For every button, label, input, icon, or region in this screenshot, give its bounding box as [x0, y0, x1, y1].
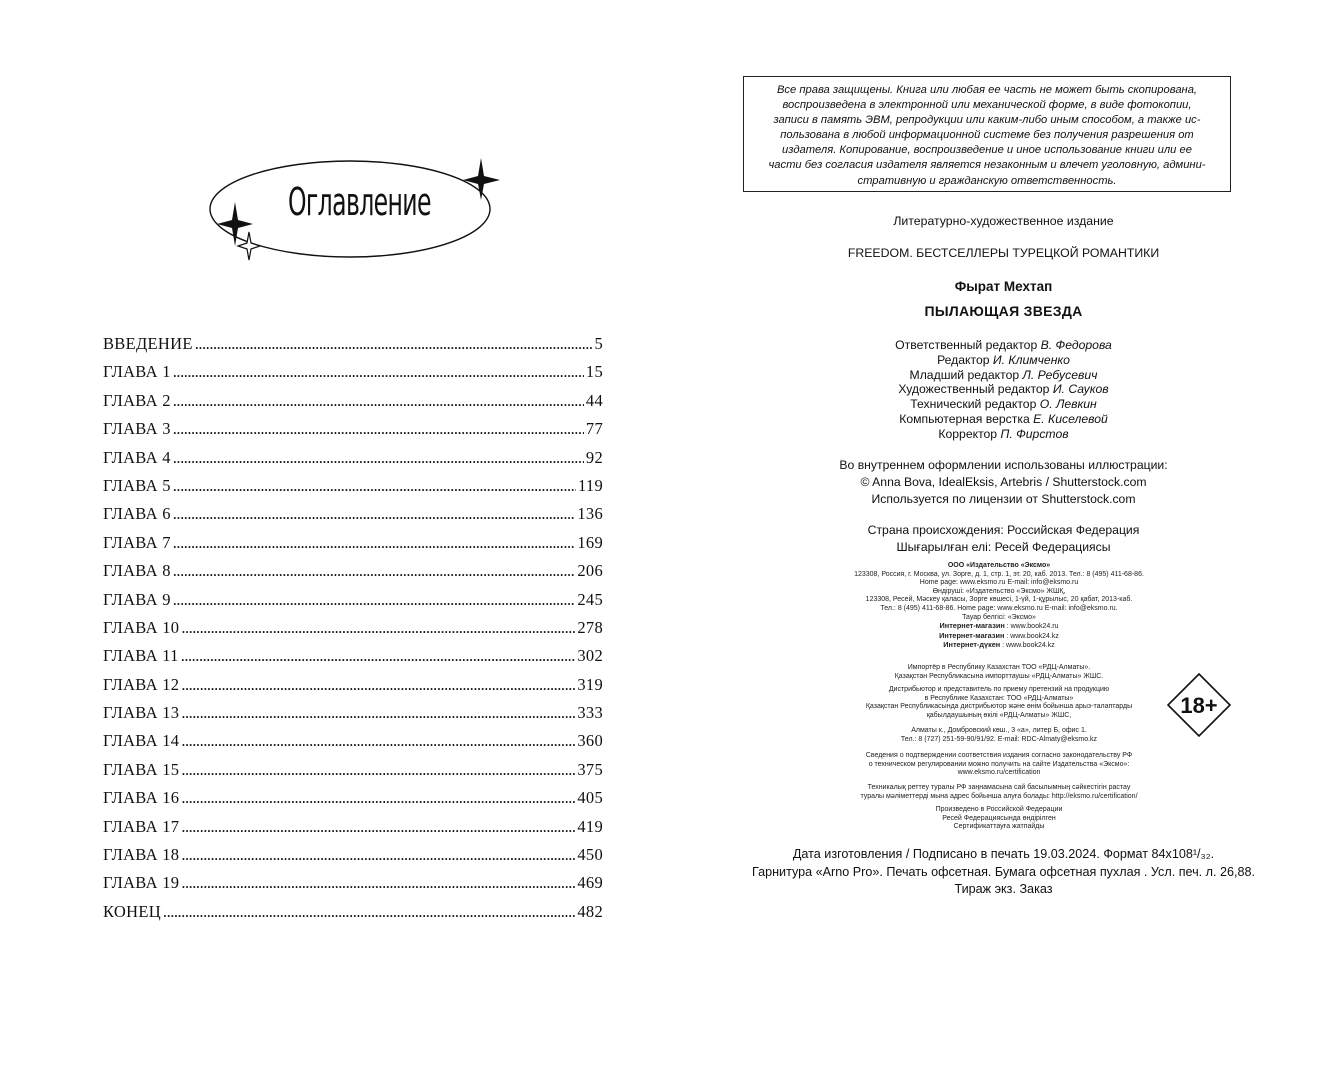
age-rating-badge [1166, 672, 1232, 738]
distributor-line: Қазақстан Республикасында дистрибьютор және өнім бойынша арыз-талаптарды [865, 703, 1133, 711]
certification-kz-line: туралы мәліметтерді мына адрес бойынша алуға болады: http://eksmo.ru/certification/ [860, 792, 1138, 800]
toc-leader-dots [181, 817, 575, 837]
distributor-line: в Республике Казахстан: ТОО «РДЦ-Алматы» [924, 694, 1074, 702]
toc-leader-dots [181, 788, 575, 808]
toc-leader-dots [173, 476, 576, 496]
toc-entry-label: ГЛАВА 15 [103, 759, 180, 779]
toc-entry-label: ГЛАВА 11 [103, 646, 179, 666]
credit-name: Е. Киселевой [1033, 411, 1108, 426]
toc-entry-label: ГЛАВА 9 [103, 589, 171, 609]
copyright-line: стративную и гражданскую ответственность. [857, 174, 1117, 187]
illustrations-line: © Anna Bova, IdealEksis, Artebris / Shutterstock.com [860, 474, 1147, 489]
print-info-line: Гарнитура «Arno Pro». Печать офсетная. Бумага офсетная пухлая . Усл. печ. л. 26,88. [751, 864, 1256, 879]
toc-entry-page: 419 [577, 816, 603, 836]
copyright-line: части без согласия издателя является незаконным и влечет уголовную, админи- [768, 159, 1206, 172]
importer-line: Импортёр в Республику Казахстан ТОО «РДЦ-Алматы». [907, 664, 1091, 671]
distributor-info [799, 686, 1199, 720]
toc-entry-page: 319 [577, 674, 603, 694]
toc-entry [103, 334, 603, 362]
toc-leader-dots [163, 902, 575, 922]
toc-entry-label: ГЛАВА 8 [103, 561, 171, 581]
credit-name: Л. Ребусевич [1022, 367, 1098, 382]
credit-name: В. Федорова [1040, 338, 1112, 352]
toc-entry [103, 476, 603, 504]
credits-list [669, 338, 1338, 442]
credit-role: Технический редактор [910, 397, 1037, 412]
toc-leader-dots [173, 419, 584, 439]
sparkle-star-outline-icon [238, 232, 260, 260]
publisher-line: 123308, Ресей, Мәскеу қаласы, Зорге көшесі, 1-үй, 1-құрылыс, 20 қабат, 2013-каб. [865, 596, 1133, 604]
toc-entry-label: ГЛАВА 12 [103, 674, 180, 694]
credit-line [669, 412, 1338, 427]
toc-entry [103, 419, 603, 447]
toc-entry [103, 703, 603, 731]
credit-role: Художественный редактор [898, 382, 1050, 397]
toc-leader-dots [181, 873, 575, 893]
production-line: Сертификаттауға жатпайды [953, 823, 1045, 831]
series-name: FREEDOM. БЕСТСЕЛЛЕРЫ ТУРЕЦКОЙ РОМАНТИКИ [847, 246, 1160, 260]
toc-entry-page: 278 [577, 617, 603, 637]
publisher-info [799, 562, 1199, 651]
toc-entry-label: ГЛАВА 14 [103, 731, 180, 751]
toc-entry-page: 482 [577, 901, 603, 921]
credit-role: Ответственный редактор [895, 338, 1038, 352]
print-details [669, 846, 1338, 899]
production-line: Ресей Федерациясында өндірілген [942, 814, 1056, 822]
credit-name: П. Фирстов [1000, 426, 1069, 441]
toc-entry-label: ГЛАВА 1 [103, 362, 171, 382]
toc-entry [103, 731, 603, 759]
toc-entry [103, 561, 603, 589]
toc-entry [103, 646, 603, 674]
toc-entry [103, 533, 603, 561]
toc-entry-page: 333 [577, 703, 603, 723]
toc-leader-dots [173, 590, 576, 610]
toc-leader-dots [181, 731, 575, 751]
toc-entry-label: ГЛАВА 19 [103, 873, 180, 893]
distributor-line: қабылдаушының өкілі «РДЦ-Алматы» ЖШС, [926, 711, 1072, 719]
toc-entry [103, 788, 603, 816]
toc-entry-label: ГЛАВА 3 [103, 419, 171, 439]
toc-entry [103, 675, 603, 703]
credit-role: Младший редактор [909, 367, 1020, 382]
toc-leader-dots [173, 504, 576, 524]
online-shop-label: Интернет-магазин [939, 621, 1005, 631]
credit-line [669, 338, 1338, 353]
certification-kz-line: Техникалық реттеу туралы РФ заңнамасына сай басылымның сәйкестігін растау [867, 784, 1131, 791]
table-of-contents [103, 334, 603, 930]
credit-line [669, 382, 1338, 397]
illustrations-credit [669, 457, 1338, 507]
toc-entry-page: 450 [577, 845, 603, 865]
toc-entry-page: 169 [577, 532, 603, 552]
importer-info [799, 664, 1199, 681]
toc-leader-dots [173, 533, 576, 553]
toc-leader-dots [181, 618, 575, 638]
toc-entry [103, 391, 603, 419]
copyright-line: Все права защищены. Книга или любая ее часть не может быть скопирована, [776, 84, 1198, 96]
toc-entry-page: 15 [585, 362, 603, 382]
production-line: Произведено в Российской Федерации [935, 806, 1063, 813]
toc-entry [103, 902, 603, 930]
toc-leader-dots [181, 760, 575, 780]
toc-leader-dots [195, 334, 593, 354]
toc-leader-dots [181, 646, 576, 666]
credit-name: О. Левкин [1039, 397, 1097, 412]
toc-entry-label: ВВЕДЕНИЕ [103, 334, 193, 353]
copyright-notice [743, 76, 1231, 192]
certification-line: www.eksmo.ru/certification [957, 769, 1041, 777]
copyright-line: пользована в любой информационной системе без получения разрешения от [780, 129, 1194, 142]
toc-entry-page: 375 [577, 759, 603, 779]
age-rating-label: 18+ [1180, 693, 1218, 718]
toc-entry [103, 618, 603, 646]
online-shop-url: : www.book24.ru [1004, 623, 1059, 631]
toc-entry-page: 77 [585, 419, 603, 439]
toc-entry-page: 245 [577, 589, 603, 609]
production-info [799, 806, 1199, 832]
certification-info [799, 752, 1199, 778]
right-page [669, 0, 1338, 1080]
toc-entry [103, 873, 603, 901]
toc-entry-label: КОНЕЦ [103, 901, 161, 921]
toc-entry [103, 504, 603, 532]
toc-title: Оглавление [288, 180, 431, 224]
print-info-line: Тираж экз. Заказ [954, 882, 1053, 896]
toc-entry [103, 760, 603, 788]
country-of-origin [669, 522, 1338, 556]
online-shop-line [799, 641, 1199, 651]
toc-entry-label: ГЛАВА 16 [103, 788, 180, 808]
toc-entry-page: 44 [585, 390, 603, 410]
toc-entry-label: ГЛАВА 17 [103, 816, 180, 836]
toc-entry-page: 92 [585, 447, 603, 467]
toc-leader-dots [181, 845, 575, 865]
copyright-line: издателя. Копирование, воспроизведение и иное использование книги или ее [782, 144, 1192, 157]
credit-line [669, 368, 1338, 383]
print-info-line: Дата изготовления / Подписано в печать 19.03.2024. Формат 84x108¹/₃₂. [792, 847, 1215, 861]
toc-entry [103, 845, 603, 873]
certification-line: Сведения о подтверждении соответствия издания согласно законодательству РФ [865, 752, 1133, 759]
online-shop-url: : www.book24.kz [1004, 632, 1059, 640]
toc-entry [103, 362, 603, 390]
toc-leader-dots [173, 362, 584, 382]
publisher-line: Home page: www.eksmo.ru E-mail: info@eksmo.ru [919, 579, 1079, 587]
publisher-line: Тел.: 8 (495) 411-68-86. Home page: www.eksmo.ru E-mail: info@eksmo.ru. [880, 604, 1118, 612]
address-line: Тел.: 8 (727) 251-59-90/91/92. E-mail: RDC-Almaty@eksmo.kz [900, 735, 1098, 743]
toc-entry-page: 136 [577, 504, 603, 524]
toc-entry-page: 469 [577, 873, 603, 893]
online-shop-label: Интернет-дүкен [943, 640, 1001, 650]
toc-leader-dots [173, 448, 584, 468]
toc-leader-dots [181, 703, 575, 723]
toc-entry-page: 119 [577, 475, 603, 495]
publisher-line: 123308, Россия, г. Москва, ул. Зорге, д. 1, стр. 1, эт. 20, каб. 2013. Тел.: 8 (495) 411-68-86. [854, 570, 1144, 578]
certification-line: о техническом регулировании можно получить на сайте Издательства «Эксмо»: [868, 760, 1130, 768]
toc-leader-dots [173, 561, 576, 581]
edition-type: Литературно-художественное издание [893, 214, 1114, 228]
toc-entry-label: ГЛАВА 18 [103, 845, 180, 865]
origin-line: Шығарылған елі: Ресей Федерациясы [896, 540, 1111, 554]
distributor-line: Дистрибьютор и представитель по приему претензий на продукцию [888, 686, 1110, 693]
certification-info-kz [799, 784, 1199, 801]
sparkle-star-icon [463, 158, 500, 200]
distributor-address [799, 727, 1199, 744]
publisher-line: Тауар белгісі: «Эксмо» [962, 613, 1036, 621]
toc-entry-label: ГЛАВА 7 [103, 532, 171, 552]
toc-entry-page: 405 [577, 788, 603, 808]
book-title: ПЫЛАЮЩАЯ ЗВЕЗДА [924, 303, 1083, 319]
toc-entry-label: ГЛАВА 4 [103, 447, 171, 467]
illustrations-line: Во внутреннем оформлении использованы иллюстрации: [839, 458, 1168, 472]
toc-entry-page: 5 [594, 334, 603, 353]
toc-entry-page: 360 [577, 731, 603, 751]
copyright-line: воспроизведена в электронной или механической форме, в виде фотокопии, [782, 99, 1192, 112]
credit-name: И. Сауков [1052, 382, 1109, 397]
online-shop-url: : www.book24.kz [1000, 642, 1055, 650]
credit-role: Корректор [938, 426, 998, 441]
toc-leader-dots [173, 391, 584, 411]
author-name: Фырат Мехтап [954, 279, 1053, 294]
credit-line [669, 427, 1338, 442]
publisher-name: ООО «Издательство «Эксмо» [947, 562, 1051, 569]
credit-line [669, 397, 1338, 412]
toc-entry [103, 590, 603, 618]
publisher-line: Өндіруші: «Издательство «Эксмо» ЖШҚ, [932, 587, 1066, 595]
toc-entry [103, 448, 603, 476]
toc-entry-label: ГЛАВА 6 [103, 504, 171, 524]
toc-leader-dots [181, 675, 575, 695]
credit-role: Редактор [937, 352, 990, 367]
toc-entry-label: ГЛАВА 10 [103, 617, 180, 637]
illustrations-line: Используется по лицензии от Shutterstock.com [871, 491, 1136, 506]
credit-role: Компьютерная верстка [899, 411, 1030, 426]
toc-entry-page: 206 [577, 561, 603, 581]
credit-name: И. Климченко [992, 352, 1070, 367]
toc-entry-label: ГЛАВА 5 [103, 475, 171, 495]
importer-line: Қазақстан Республикасына импорттаушы «РДЦ-Алматы» ЖШС. [894, 672, 1104, 680]
origin-line: Страна происхождения: Российская Федерация [867, 523, 1140, 537]
credit-line [669, 353, 1338, 368]
toc-entry [103, 817, 603, 845]
toc-entry-label: ГЛАВА 13 [103, 703, 180, 723]
copyright-line: записи в память ЭВМ, репродукции или каким-либо иным способом, а также ис- [773, 114, 1201, 127]
online-shop-label: Интернет-магазин [939, 630, 1005, 640]
toc-entry-page: 302 [577, 646, 603, 666]
address-line: Алматы к., Домбровский көш., 3 «а», литер Б, офис 1. [911, 727, 1087, 734]
toc-entry-label: ГЛАВА 2 [103, 390, 171, 410]
